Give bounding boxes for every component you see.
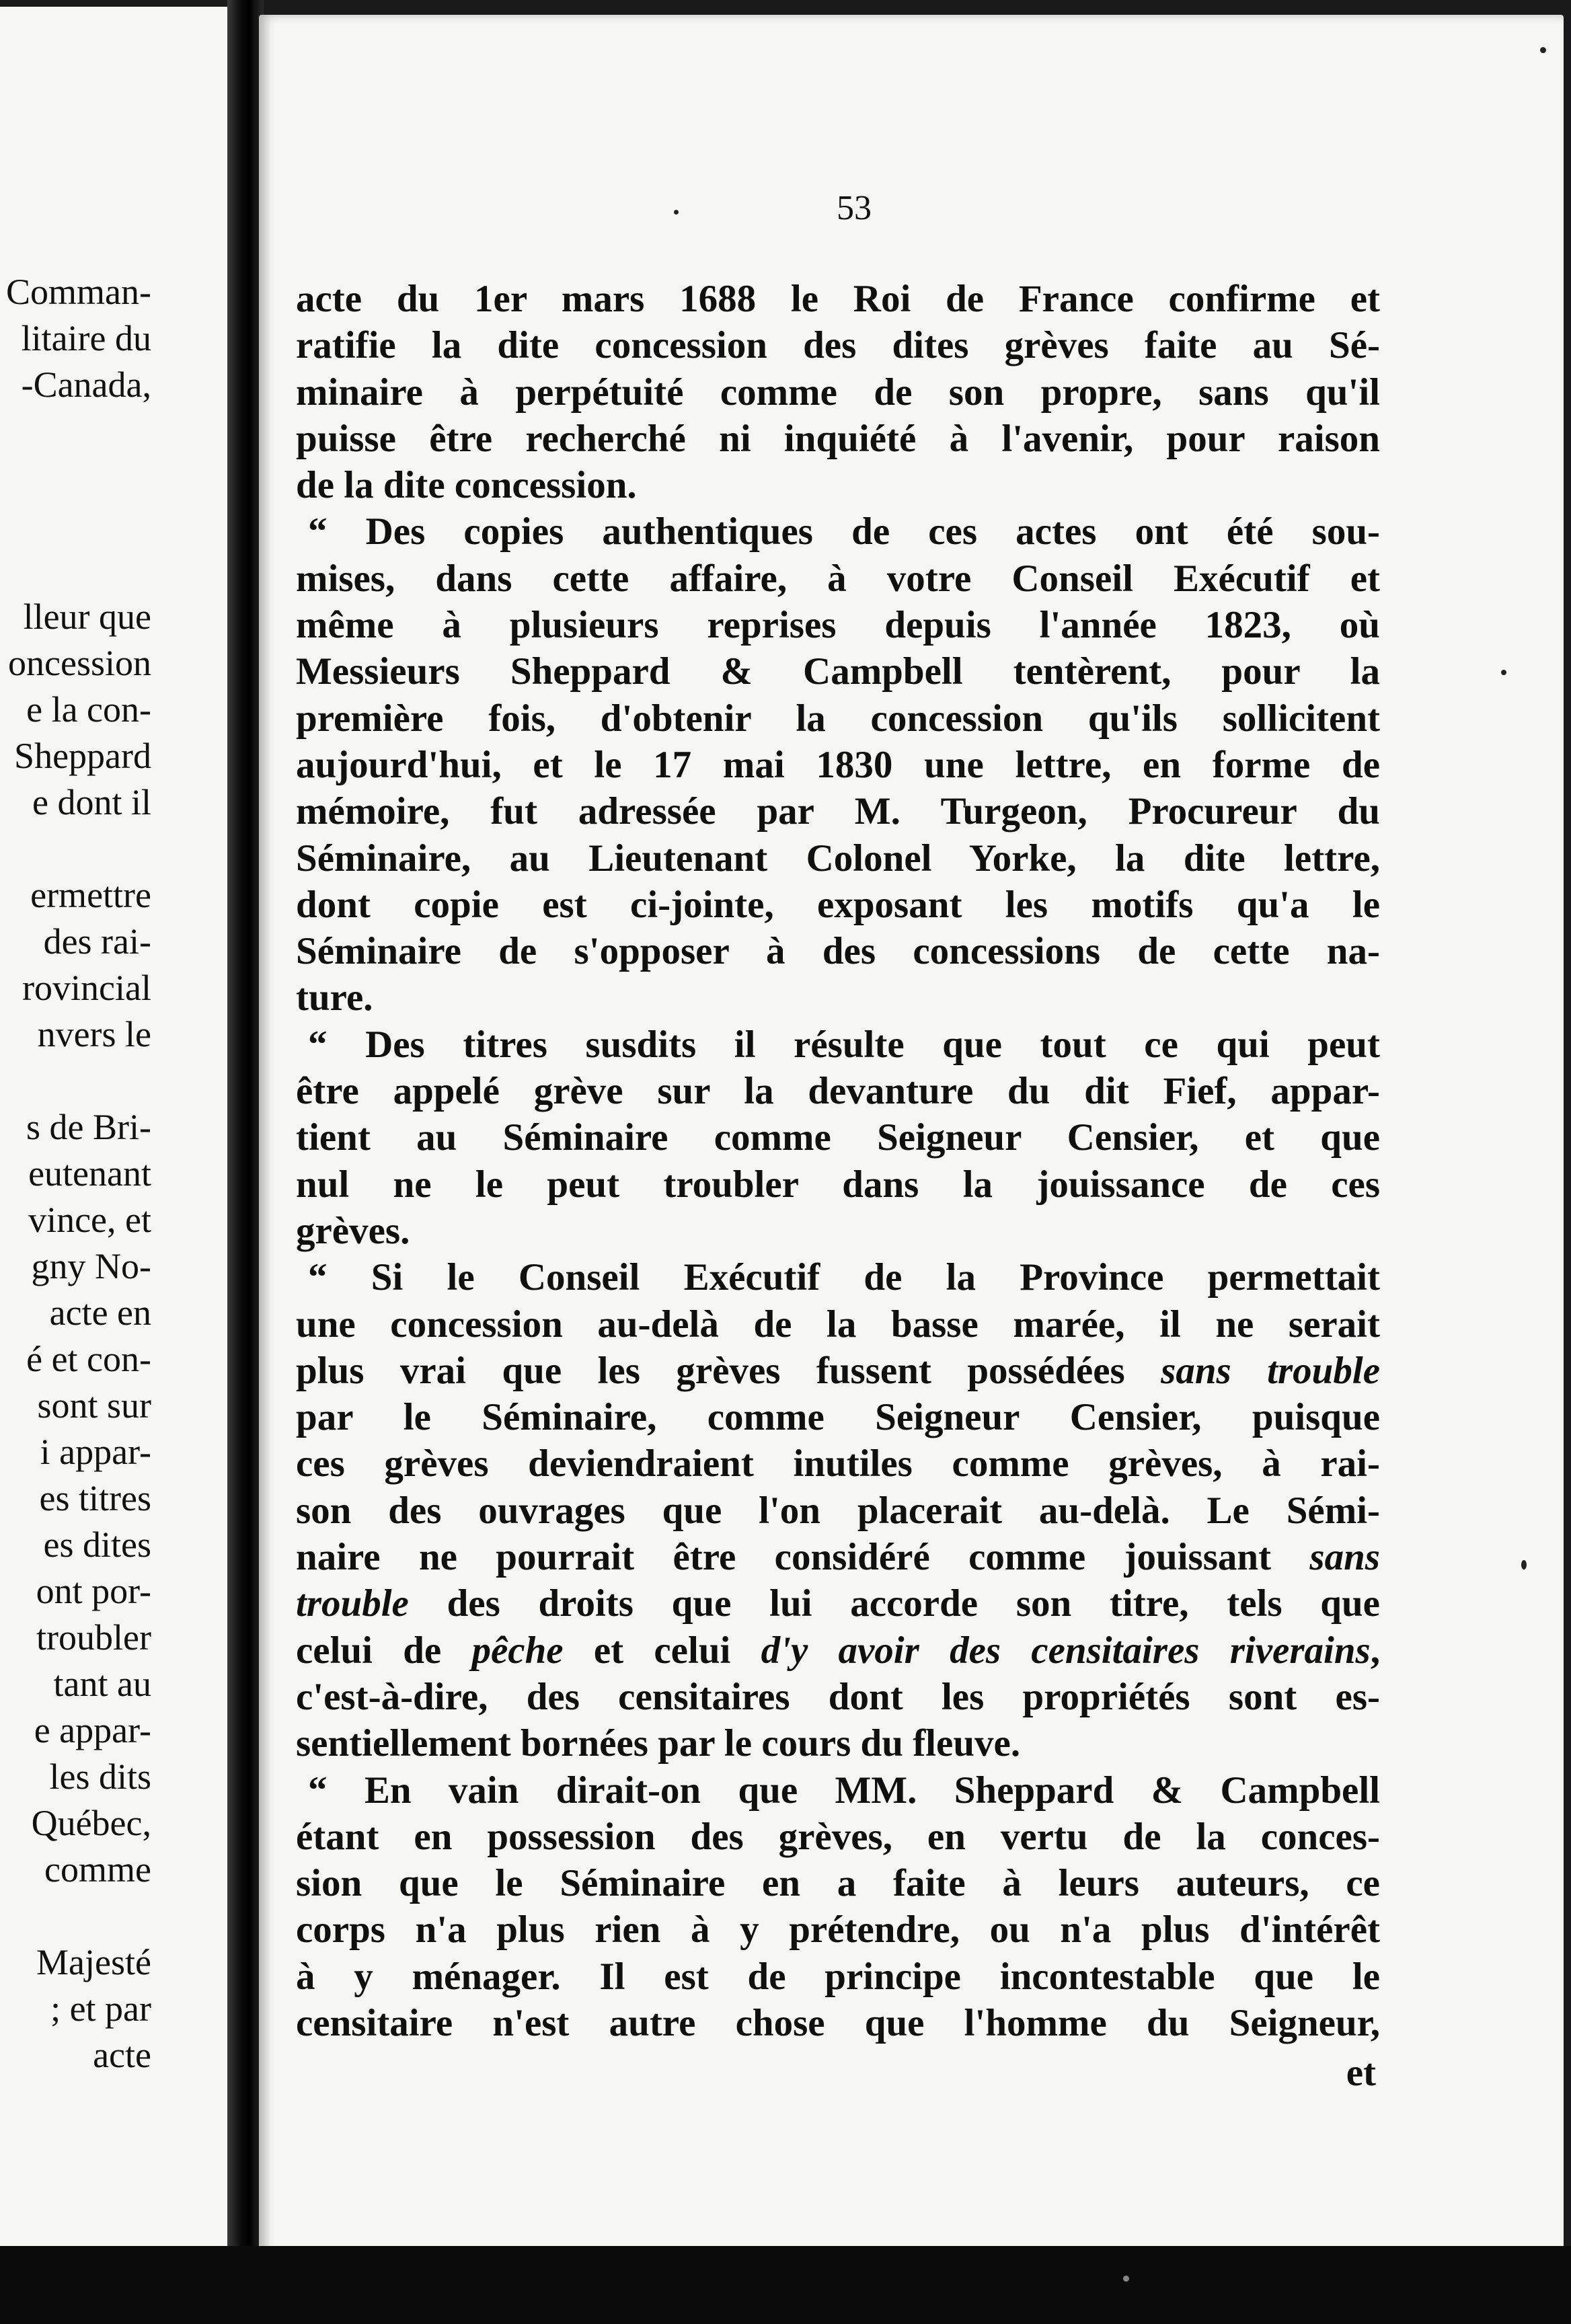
left-page-line [0,501,151,547]
text-line: aujourd'hui, et le 17 mai 1830 une lettre, en forme de [296,743,1380,786]
text-line: acte du 1er mars 1688 le Roi de France confirme et [296,278,1380,320]
text-line: étant en possession des grèves, en vertu de la conces- [296,1815,1380,1858]
left-page-line: es dites [43,1524,151,1565]
text-line: dont copie est ci-jointe, exposant les motifs qu'a le [296,883,1380,926]
left-page-line: e appar- [34,1710,151,1750]
left-page-line: ; et par [50,1988,151,2029]
left-page-line [0,547,151,594]
left-page-line: des rai- [43,921,151,962]
text-line: par le Séminaire, comme Seigneur Censier, puisque [296,1396,1380,1439]
left-page-line: oncession [8,643,151,683]
left-page-line: tant au [53,1664,151,1704]
text-line: sentiellement bornées par le cours du fleuve. [296,1722,1021,1765]
text-line: trouble des droits que lui accorde son titre, tels que [296,1582,1380,1625]
left-page-line: Comman- [6,272,151,312]
left-page-line: acte [93,2035,151,2075]
text-line: naire ne pourrait être considéré comme jouissant sans [296,1536,1380,1579]
left-page-line: Sheppard [14,736,151,776]
text-line: être appelé grève sur la devanture du dit Fief, appar- [296,1070,1380,1113]
text-line: “ Des titres susdits il résulte que tout ce qui peut [308,1023,1380,1066]
text-line: ces grèves deviendraient inutiles comme grèves, à rai- [296,1442,1380,1485]
text-line: à y ménager. Il est de principe incontestable que le [296,1955,1380,1998]
text-line: celui de pêche et celui d'y avoir des censitaires riverains, [296,1629,1380,1672]
left-page-line [0,455,151,501]
left-page-line [0,826,151,872]
speck-mark [1123,2276,1129,2282]
left-page-line: lleur que [23,596,151,637]
left-page-line: ermettre [30,875,151,915]
speck-mark [1521,1560,1527,1570]
text-line: plus vrai que les grèves fussent possédées sans trouble [296,1349,1380,1392]
left-page-line: les dits [49,1756,151,1797]
text-line: c'est-à-dire, des censitaires dont les propriétés sont es- [296,1675,1380,1718]
left-page-line: es titres [39,1478,151,1518]
speck-mark [1540,47,1546,53]
text-line: une concession au-delà de la basse marée, il ne serait [296,1303,1380,1346]
text-line: “ Si le Conseil Exécutif de la Province permettait [308,1256,1380,1299]
left-page-line: e dont il [32,782,151,822]
left-page-line: Québec, [31,1803,151,1843]
text-line: “ Des copies authentiques de ces actes ont été sou- [308,510,1380,553]
body-text [296,276,1380,2046]
speck-mark [674,210,679,215]
left-page-line: s de Bri- [26,1107,151,1147]
scan-border [0,2246,1571,2324]
book-gutter [227,0,264,2324]
left-page-line: gny No- [31,1246,151,1286]
text-line: Séminaire, au Lieutenant Colonel Yorke, la dite lettre, [296,837,1380,880]
left-page-line: eutenant [28,1153,151,1194]
text-line: minaire à perpétuité comme de son propre, sans qu'il [296,371,1380,414]
text-line: puisse être recherché ni inquiété à l'avenir, pour raison [296,417,1380,460]
text-line: même à plusieurs reprises depuis l'année 1823, où [296,604,1380,647]
text-line: Séminaire de s'opposer à des concessions de cette na- [296,930,1380,973]
left-page-line [0,1058,151,1104]
left-page-line: litaire du [21,318,151,358]
left-page-line: troubler [36,1617,151,1658]
speck-mark [1501,670,1506,675]
page-number: 53 [837,189,872,227]
text-line: sion que le Séminaire en a faite à leurs auteurs, ce [296,1862,1380,1905]
left-page-line: comme [44,1849,151,1890]
text-line: mises, dans cette affaire, à votre Conseil Exécutif et [296,557,1380,600]
left-page-line: acte en [49,1292,151,1333]
text-line: Messieurs Sheppard & Campbell tentèrent, pour la [296,650,1380,693]
left-page-line: i appar- [40,1432,151,1472]
left-page-line: é et con- [26,1339,151,1379]
text-line: mémoire, fut adressée par M. Turgeon, Procureur du [296,790,1380,833]
left-page-line: -Canada, [21,364,151,405]
text-line: nul ne le peut troubler dans la jouissance de ces [296,1163,1380,1206]
left-page-line: e la con- [26,689,151,730]
text-line: tient au Séminaire comme Seigneur Censier, et que [296,1116,1380,1159]
text-line: première fois, d'obtenir la concession qu'ils sollicitent [296,697,1380,740]
left-page-line: vince, et [28,1200,151,1240]
left-page-line: ont por- [36,1571,151,1611]
left-page-line: rovincial [22,968,151,1008]
text-line: corps n'a plus rien à y prétendre, ou n'a plus d'intérêt [296,1908,1380,1951]
text-line: son des ouvrages que l'on placerait au-delà. Le Sémi- [296,1489,1380,1532]
text-line: grèves. [296,1209,410,1252]
text-line: censitaire n'est autre chose que l'homme du Seigneur, [296,2001,1380,2044]
left-page-line: nvers le [37,1014,151,1054]
text-line: ratifie la dite concession des dites grèves faite au Sé- [296,324,1380,367]
text-line: ture. [296,976,373,1019]
text-line: “ En vain dirait-on que MM. Sheppard & Campbell [308,1769,1380,1812]
text-line: de la dite concession. [296,464,637,507]
catchword: et [1346,2052,1376,2094]
left-page-text [0,269,151,2079]
left-page-line [0,1893,151,1939]
left-page-line [0,408,151,455]
left-page-line: Majesté [36,1942,151,1982]
left-page-line: sont sur [37,1385,151,1426]
